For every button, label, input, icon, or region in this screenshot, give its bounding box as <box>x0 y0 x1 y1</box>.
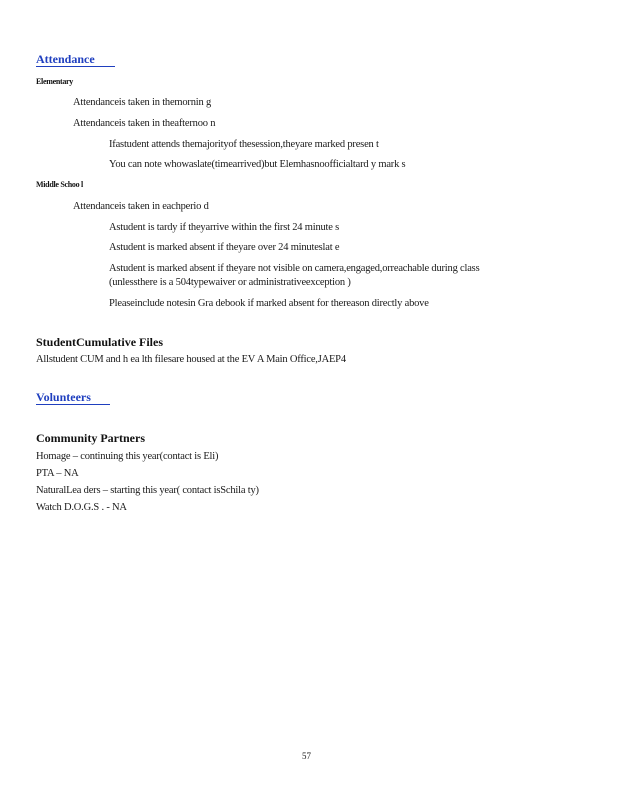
cumulative-files-text: Allstudent CUM and h ea lth filesare housed at the EV A Main Office,JAEP4 <box>36 354 346 365</box>
community-line-homage: Homage – continuing this year(contact is Eli) <box>36 451 219 462</box>
middle-sub-3-cont: (unlessthere is a 504typewaiver or administrativeexception ) <box>109 277 351 288</box>
community-line-watch-dogs: Watch D.O.G.S . - NA <box>36 502 127 513</box>
volunteers-heading-underline <box>36 404 110 405</box>
cumulative-files-heading: StudentCumulative Files <box>36 335 164 349</box>
elementary-sub-1: Ifastudent attends themajorityof thesession,theyare marked presen t <box>109 139 379 150</box>
community-line-pta: PTA – NA <box>36 468 79 479</box>
middle-sub-3: Astudent is marked absent if theyare not visible on camera,engaged,orreachable during class <box>109 263 480 274</box>
middle-line-1: Attendanceis taken in eachperio d <box>73 201 209 212</box>
middle-sub-1: Astudent is tardy if theyarrive within the first 24 minute s <box>109 222 340 233</box>
middle-sub-4: Pleaseinclude notesin Gra debook if marked absent for thereason directly above <box>109 298 429 309</box>
elementary-line-2: Attendanceis taken in theafternoo n <box>73 118 216 129</box>
attendance-heading-underline <box>36 66 115 67</box>
community-partners-heading: Community Partners <box>36 431 145 445</box>
middle-sub-2: Astudent is marked absent if theyare over 24 minuteslat e <box>109 242 340 253</box>
attendance-heading[interactable]: Attendance <box>36 52 95 66</box>
elementary-label: Elementary <box>36 77 73 86</box>
community-line-natural-leaders: NaturalLea ders – starting this year( contact isSchila ty) <box>36 485 259 496</box>
volunteers-heading[interactable]: Volunteers <box>36 390 91 404</box>
middle-school-label: Middle Schoo l <box>36 180 83 189</box>
elementary-line-1: Attendanceis taken in themornin g <box>73 97 212 108</box>
elementary-sub-2: You can note whowaslate(timearrived)but Elemhasnoofficialtard y mark s <box>109 159 406 170</box>
page-number: 57 <box>302 751 311 761</box>
